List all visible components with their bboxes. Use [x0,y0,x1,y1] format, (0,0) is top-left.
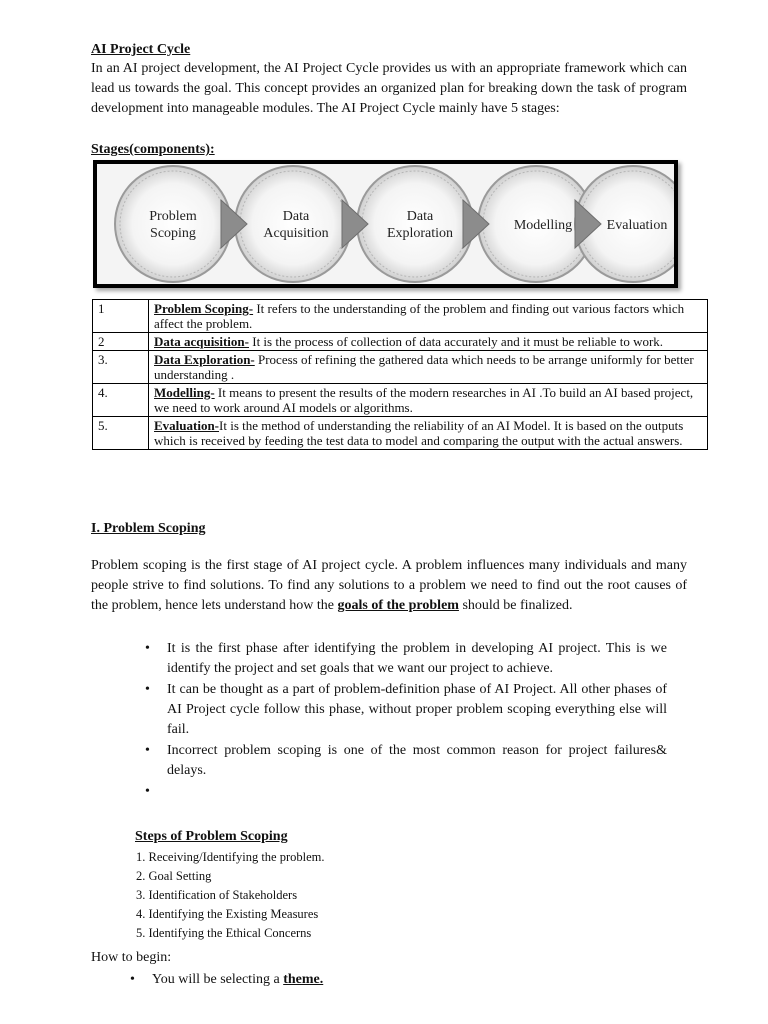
step-item: 4. Identifying the Existing Measures [136,907,319,921]
row-desc-text: It is the process of collection of data accurately and it must be reliable to work. [248,334,664,349]
stage-label: Data [282,209,310,224]
stages-heading: Stages(components): [91,142,215,157]
stage-label: Exploration [386,226,454,241]
row-desc-text: It refers to the understanding of the problem and finding out various factors which affect the problem. [154,301,685,331]
cycle-diagram-svg [97,164,674,284]
stage-label: Problem [149,209,197,224]
row-number: 5. [93,417,149,450]
stage-label: Evaluation [606,218,668,233]
project-cycle-diagram [93,160,678,288]
row-term: Data acquisition- [154,334,249,349]
row-description [149,333,708,351]
bullet-icon: • [145,641,150,656]
paragraph-text: Problem scoping is the first stage of AI project cycle. A problem influences many individuals and many people strive to find solutions. To find any solutions to a problem we need to find out the root causes of the problem, hence lets understand how the [91,558,687,613]
row-description [149,384,708,417]
row-description [149,351,708,384]
section-paragraph [91,556,687,616]
row-description [149,417,708,450]
bullet-icon: • [145,682,150,697]
bullet-list [145,639,667,802]
stage-label: Modelling [513,218,573,233]
stage-label: Acquisition [263,226,329,241]
table-row [93,333,708,351]
row-number: 3. [93,351,149,384]
step-item: 3. Identification of Stakeholders [136,888,298,902]
list-item: • Incorrect problem scoping is one of the most common reason for project failures& delays. [145,743,667,778]
paragraph-text-end: should be finalized. [458,598,573,613]
paragraph-emphasis: goals of the problem [337,598,459,613]
section-heading: I. Problem Scoping [91,521,206,536]
row-desc-text: It means to present the results of the modern researches in AI .To build an AI based project, we need to work around AI models or algorithms. [154,385,694,415]
steps-heading: Steps of Problem Scoping [135,829,288,844]
stage-circle-3 [357,166,473,282]
step-item: 1. Receiving/Identifying the problem. [136,850,325,864]
row-description [149,300,708,333]
bullet-icon: • [130,972,135,987]
stage-circle-2 [235,166,351,282]
table-row [93,300,708,333]
table-row [93,351,708,384]
list-item: • It is the first phase after identifying the problem in developing AI project. This is we identify the project and set goals that we want our project to achieve. [145,641,667,676]
final-bullet: • You will be selecting a theme. [152,970,323,990]
step-item: 5. Identifying the Ethical Concerns [136,926,312,940]
row-term: Data Exploration- [154,352,255,367]
row-number: 2 [93,333,149,351]
row-number: 4. [93,384,149,417]
list-item [145,782,667,802]
theme-emphasis: theme. [283,972,324,987]
row-number: 1 [93,300,149,333]
steps-list [136,848,325,943]
row-term: Evaluation- [154,418,220,433]
stage-label: Data [406,209,434,224]
page-title: AI Project Cycle [91,42,191,57]
stages-table [92,299,708,450]
table-row [93,384,708,417]
table-row [93,417,708,450]
row-term: Modelling- [154,385,215,400]
stage-circle-1 [115,166,231,282]
bullet-icon: • [145,743,150,758]
row-desc-text: It is the method of understanding the reliability of an AI Model. It is based on the outputs which is received by feeding the test data to model and comparing the output with the actual answers. [154,418,684,448]
step-item: 2. Goal Setting [136,869,212,883]
bullet-icon: • [145,784,150,799]
row-desc-text: Process of refining the gathered data which needs to be arrange uniformly for better understanding . [154,352,694,382]
how-to-begin-label: How to begin: [91,950,172,965]
list-item: • It can be thought as a part of problem-definition phase of AI Project. All other phases of AI Project cycle follow this phase, without proper problem scoping everything else will fail. [145,682,667,737]
row-term: Problem Scoping- [154,301,254,316]
intro-paragraph: In an AI project development, the AI Project Cycle provides us with an appropriate framework which can lead us towards the goal. This concept provides an organized plan for breaking down the task of program development into manageable modules. The AI Project Cycle mainly have 5 stages: [91,61,687,116]
stage-label: Scoping [150,226,196,241]
